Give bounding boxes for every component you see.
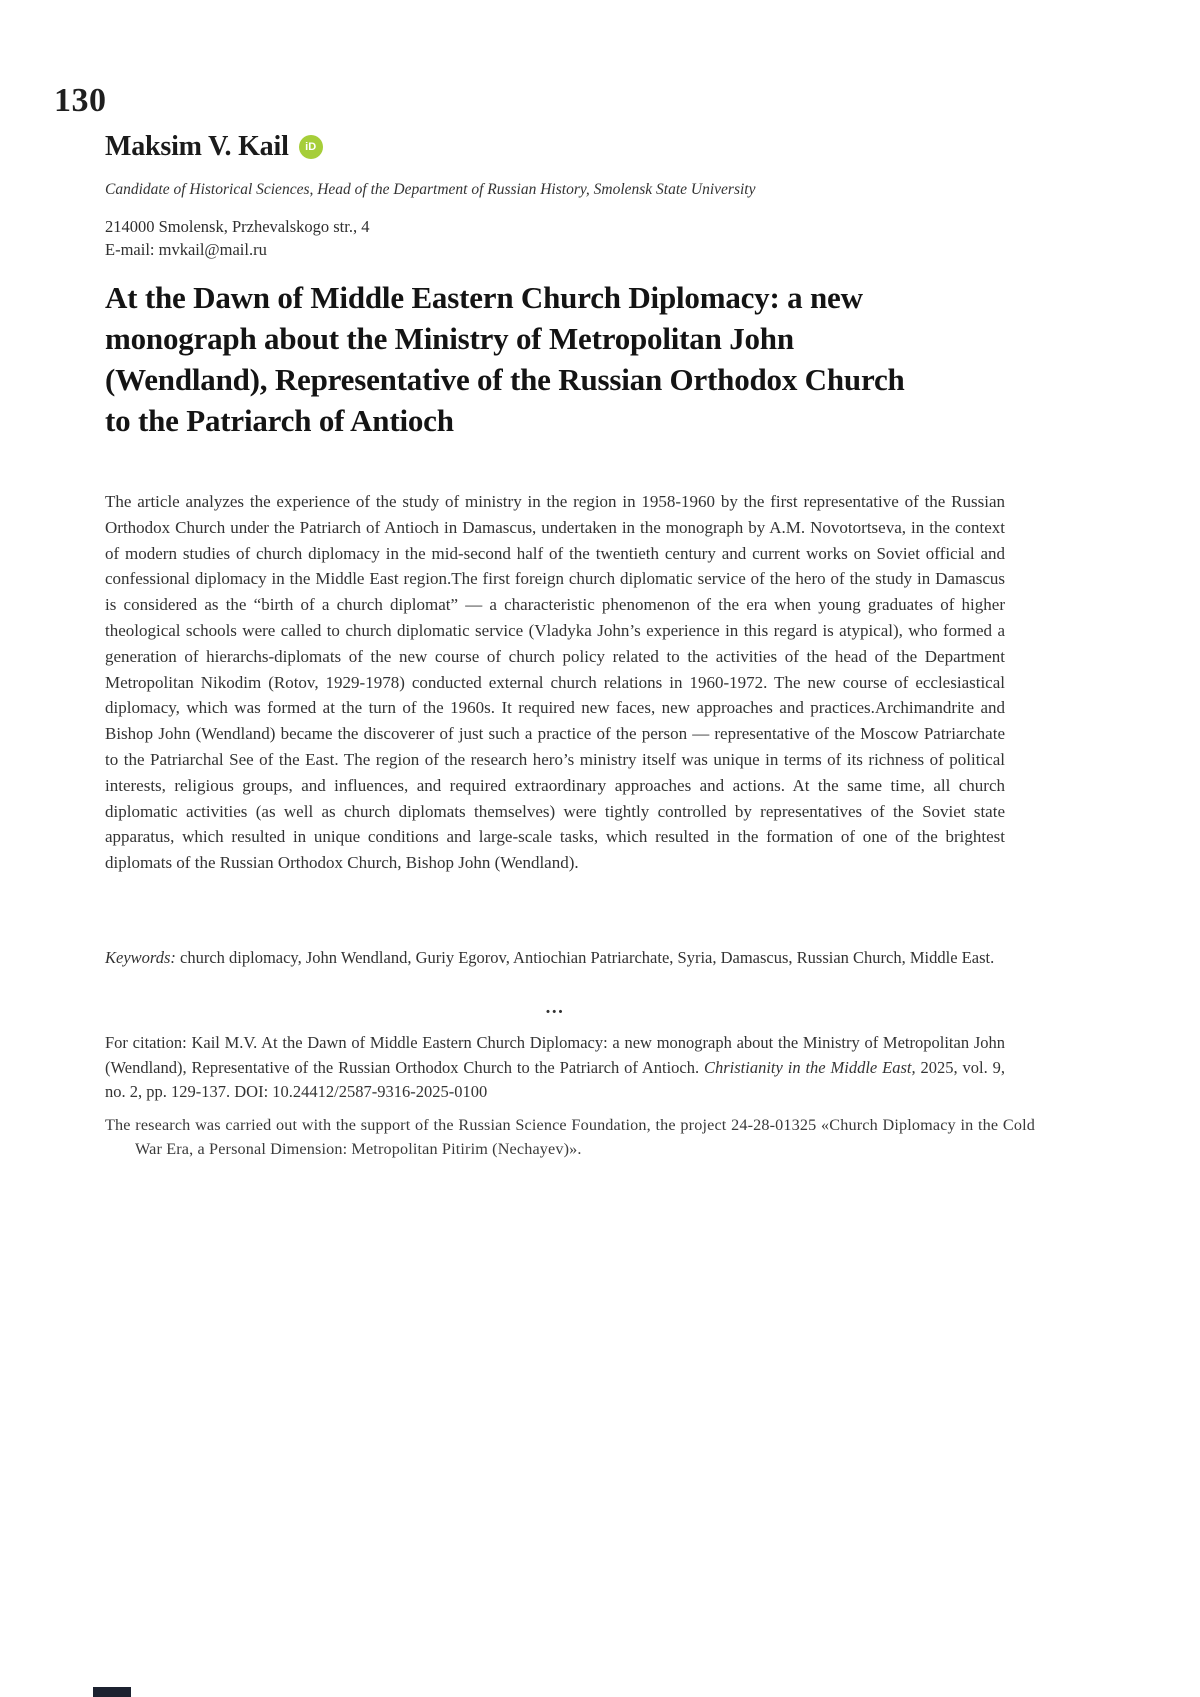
article-title-line: to the Patriarch of Antioch — [105, 403, 454, 438]
citation-paragraph — [105, 1031, 1005, 1105]
orcid-icon[interactable]: iD — [299, 135, 323, 159]
citation-journal-title: Christianity in the Middle East, — [704, 1057, 916, 1077]
article-title-line: At the Dawn of Middle Eastern Church Diplomacy: a new — [105, 280, 863, 315]
author-email: E-mail: mvkail@mail.ru — [105, 240, 267, 259]
funding-note: The research was carried out with the support of the Russian Science Foundation, the project 24-28-01325 «Church Diplomacy in the Cold War Era, a Personal Dimension: Metropolitan Pitirim (Nechayev)». — [105, 1116, 1035, 1158]
article-title — [105, 277, 1065, 441]
page-edge-artifact — [93, 1687, 131, 1697]
keywords-paragraph — [105, 945, 1005, 971]
abstract-paragraph: The article analyzes the experience of the study of ministry in the region in 1958-1960 by the first representative of the Russian Orthodox Church under the Patriarch of Antioch in Damascus, undertaken in the monograph by A.M. Novotortseva, in the context of modern studies of church diplomacy in the mid-second half of the twentieth century and current works on Soviet official and confessional diplomacy in the Middle East region.The first foreign church diplomatic service of the hero of the study in Damascus is considered as the “birth of a church diplomat” — a characteristic phenomenon of the era when young graduates of higher theological schools were called to church diplomatic service (Vladyka John’s experience in this regard is atypical), who formed a generation of hierarchs-diplomats of the new course of church policy related to the activities of the head of the Department Metropolitan Nikodim (Rotov, 1929-1978) conducted external church relations in 1960-1972. The new course of ecclesiastical diplomacy, which was formed at the turn of the 1960s. It required new faces, new approaches and practices.Archimandrite and Bishop John (Wendland) became the discoverer of just such a practice of the person — representative of the Moscow Patriarchate to the Patriarchal See of the East. The region of the research hero’s ministry itself was unique in terms of its richness of political interests, religious groups, and influences, and required extraordinary approaches and actions. At the same time, all church diplomatic activities (as well as church diplomats themselves) were tightly controlled by representatives of the Soviet state apparatus, which resulted in unique conditions and large-scale tasks, which resulted in the formation of one of the brightest diplomats of the Russian Orthodox Church, Bishop John (Wendland). — [105, 492, 1005, 873]
author-contact-block — [105, 215, 1025, 261]
author-credentials: Candidate of Historical Sciences, Head of the Department of Russian History, Smolensk State University — [105, 181, 756, 198]
citation-suffix: 2025, vol. 9, no. 2, pp. 129-137. DOI: 10.24412/2587-9316-2025-0100 — [105, 1057, 1005, 1102]
section-separator: ... — [545, 997, 565, 1018]
keywords-label: Keywords: — [105, 948, 176, 967]
article-title-line: monograph about the Ministry of Metropolitan John — [105, 321, 794, 356]
author-header — [105, 131, 323, 163]
keywords-list: church diplomacy, John Wendland, Guriy Egorov, Antiochian Patriarchate, Syria, Damascus, Russian Church, Middle East. — [175, 948, 995, 967]
article-title-line: (Wendland), Representative of the Russian Orthodox Church — [105, 362, 905, 397]
author-address: 214000 Smolensk, Przhevalskogo str., 4 — [105, 217, 370, 236]
author-name: Maksim V. Kail — [105, 131, 289, 162]
citation-prefix: For citation: Kail M.V. At the Dawn of Middle Eastern Church Diplomacy: a new monograph about the Ministry of Metropolitan John (Wendland), Representative of the Russian Orthodox Church to the Patriarch of Antioch. — [105, 1033, 1005, 1077]
page-number: 130 — [54, 82, 107, 119]
